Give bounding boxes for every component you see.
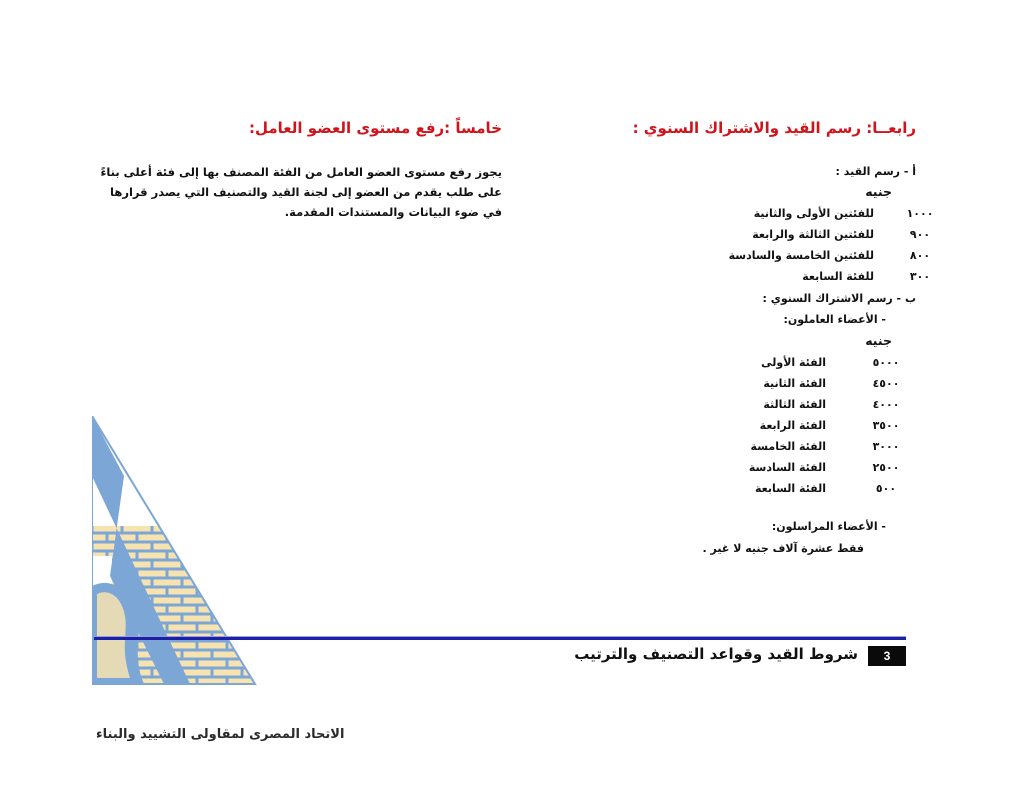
table-row [646, 398, 906, 418]
table-row [646, 377, 906, 397]
fee-category: للفئة السابعة [802, 270, 874, 283]
section-four-heading: رابعــا: رسم القيد والاشتراك السنوي : [632, 119, 916, 137]
registration-fee-label: أ - رسم القيد : [835, 165, 916, 178]
annual-fee-label: ب - رسم الاشتراك السنوي : [762, 292, 916, 305]
fee-category: الفئة الثانية [763, 377, 826, 390]
page-number-badge: 3 [868, 646, 906, 666]
organization-logo [92, 416, 257, 686]
table-row [680, 270, 940, 290]
fee-amount: ٥٠٠ [875, 482, 897, 495]
fee-category: الفئة الأولى [761, 356, 826, 369]
organization-name: الاتحاد المصرى لمقاولى التشييد والبناء [96, 727, 345, 742]
fee-amount: ٣٠٠ [909, 270, 931, 283]
paragraph-line: في ضوء البيانات والمستندات المقدمة. [284, 205, 502, 219]
footer-title: شروط القيد وقواعد التصنيف والترتيب [574, 645, 858, 663]
fee-amount: ٤٥٠٠ [872, 377, 900, 390]
paragraph-line: يجوز رفع مستوى العضو العامل من الفئة المصنف بها إلى فئة أعلى بناءً [100, 165, 502, 179]
annual-unit-label: جنيه [865, 333, 892, 348]
table-row [680, 228, 940, 248]
upgrade-paragraph [100, 162, 502, 222]
fee-category: الفئة الخامسة [750, 440, 826, 453]
footer-divider [94, 637, 906, 640]
paragraph-line: على طلب يقدم من العضو إلى لجنة القيد والتصنيف التي يصدر قرارها [110, 185, 502, 199]
table-row [646, 419, 906, 439]
fee-category: الفئة الرابعة [759, 419, 826, 432]
table-row [646, 440, 906, 460]
fee-amount: ٣٥٠٠ [872, 419, 900, 432]
corresponding-members-fee: فقط عشرة آلاف جنيه لا غير . [702, 542, 864, 555]
fee-amount: ٢٥٠٠ [872, 461, 900, 474]
fee-amount: ٨٠٠ [909, 249, 931, 262]
fee-category: الفئة السابعة [754, 482, 826, 495]
fee-amount: ٩٠٠ [909, 228, 931, 241]
table-row [680, 249, 940, 269]
section-five-heading: خامساً :رفع مستوى العضو العامل: [248, 119, 502, 137]
fee-amount: ٤٠٠٠ [872, 398, 900, 411]
table-row [680, 207, 940, 227]
fee-category: للفئتين الأولى والثانية [753, 207, 874, 220]
fee-category: الفئة السادسة [748, 461, 826, 474]
fee-amount: ١٠٠٠ [906, 207, 934, 220]
working-members-label: - الأعضاء العاملون: [783, 313, 886, 326]
fee-amount: ٣٠٠٠ [872, 440, 900, 453]
fee-category: الفئة الثالثة [763, 398, 826, 411]
table-row [646, 461, 906, 481]
corresponding-members-label: - الأعضاء المراسلون: [771, 520, 886, 533]
registration-unit-label: جنيه [865, 184, 892, 199]
fee-category: للفئتين الثالثة والرابعة [752, 228, 874, 241]
fee-amount: ٥٠٠٠ [872, 356, 900, 369]
table-row [646, 356, 906, 376]
table-row [646, 482, 906, 502]
fee-category: للفئتين الخامسة والسادسة [728, 249, 874, 262]
